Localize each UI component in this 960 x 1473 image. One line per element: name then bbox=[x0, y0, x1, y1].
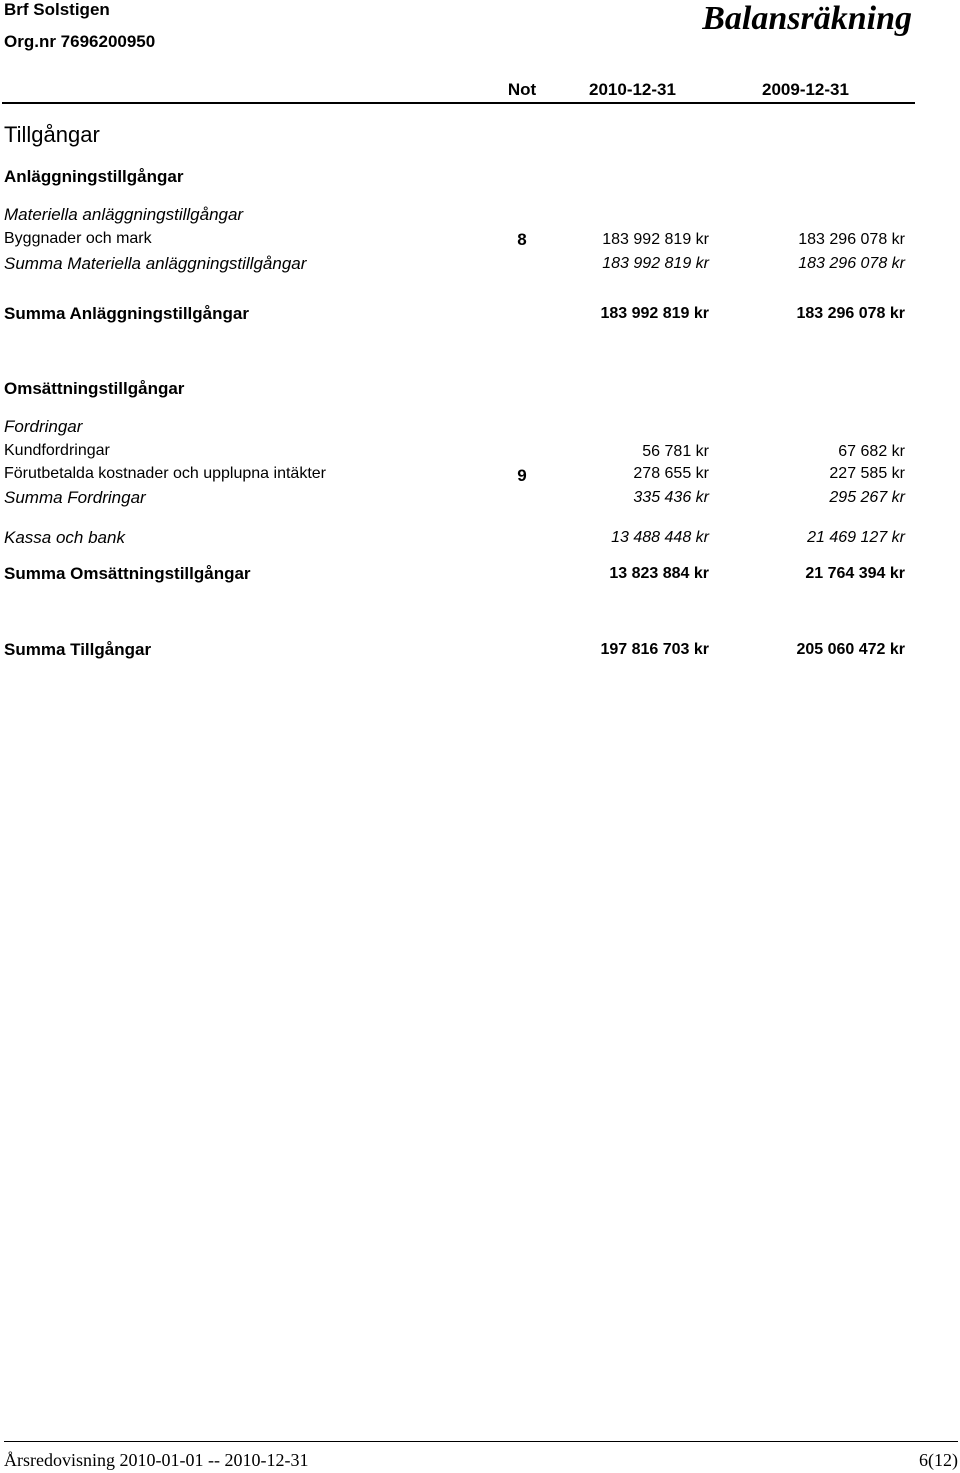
cash-current-value: 13 488 448 kr bbox=[611, 529, 709, 546]
grand-total-current-value: 197 816 703 kr bbox=[600, 641, 709, 658]
column-header-previous-year: 2009-12-31 bbox=[762, 80, 849, 99]
line-item-label: Kundfordringar bbox=[4, 442, 110, 459]
org-number: Org.nr 7696200950 bbox=[4, 32, 156, 51]
subtotal-previous-value: 295 267 kr bbox=[829, 489, 905, 506]
subtotal-current-value: 335 436 kr bbox=[633, 489, 709, 506]
group-total-label: Summa Omsättningstillgångar bbox=[4, 564, 251, 583]
cash-label: Kassa och bank bbox=[4, 528, 125, 547]
subtotal-label: Summa Materiella anläggningstillgångar bbox=[4, 254, 307, 273]
footer-rule bbox=[4, 1441, 958, 1442]
line-item-previous-value: 227 585 kr bbox=[829, 465, 905, 482]
line-item-previous-value: 183 296 078 kr bbox=[798, 231, 905, 248]
subgroup-heading-receivables: Fordringar bbox=[4, 417, 83, 436]
line-item-previous-value: 67 682 kr bbox=[838, 443, 905, 460]
org-name: Brf Solstigen bbox=[4, 0, 110, 19]
subtotal-current-value: 183 992 819 kr bbox=[602, 255, 709, 272]
grand-total-label: Summa Tillgångar bbox=[4, 640, 152, 659]
line-item-note: 8 bbox=[517, 230, 527, 249]
line-item-current-value: 183 992 819 kr bbox=[602, 231, 709, 248]
group-total-previous-value: 183 296 078 kr bbox=[796, 305, 905, 322]
line-item-current-value: 56 781 kr bbox=[642, 443, 709, 460]
line-item-note: 9 bbox=[517, 466, 527, 485]
line-item-current-value: 278 655 kr bbox=[633, 465, 709, 482]
group-total-label: Summa Anläggningstillgångar bbox=[4, 304, 249, 323]
cash-previous-value: 21 469 127 kr bbox=[807, 529, 905, 546]
subgroup-heading-tangible-assets: Materiella anläggningstillgångar bbox=[4, 205, 244, 224]
subtotal-label: Summa Fordringar bbox=[4, 488, 146, 507]
column-header-note: Not bbox=[507, 80, 537, 99]
header-rule bbox=[2, 102, 915, 104]
column-header-current-year: 2010-12-31 bbox=[589, 80, 676, 99]
group-heading-fixed-assets: Anläggningstillgångar bbox=[4, 167, 184, 186]
group-total-current-value: 13 823 884 kr bbox=[609, 565, 709, 582]
line-item-label: Byggnader och mark bbox=[4, 230, 152, 247]
grand-total-previous-value: 205 060 472 kr bbox=[796, 641, 905, 658]
group-total-previous-value: 21 764 394 kr bbox=[805, 565, 905, 582]
section-heading-assets: Tillgångar bbox=[4, 122, 100, 147]
footer-page-number: 6(12) bbox=[919, 1450, 958, 1470]
document-title: Balansräkning bbox=[702, 0, 912, 37]
footer-period: Årsredovisning 2010-01-01 -- 2010-12-31 bbox=[4, 1450, 309, 1470]
group-heading-current-assets: Omsättningstillgångar bbox=[4, 379, 185, 398]
line-item-label: Förutbetalda kostnader och upplupna intäkter bbox=[4, 465, 326, 482]
subtotal-previous-value: 183 296 078 kr bbox=[798, 255, 905, 272]
group-total-current-value: 183 992 819 kr bbox=[600, 305, 709, 322]
